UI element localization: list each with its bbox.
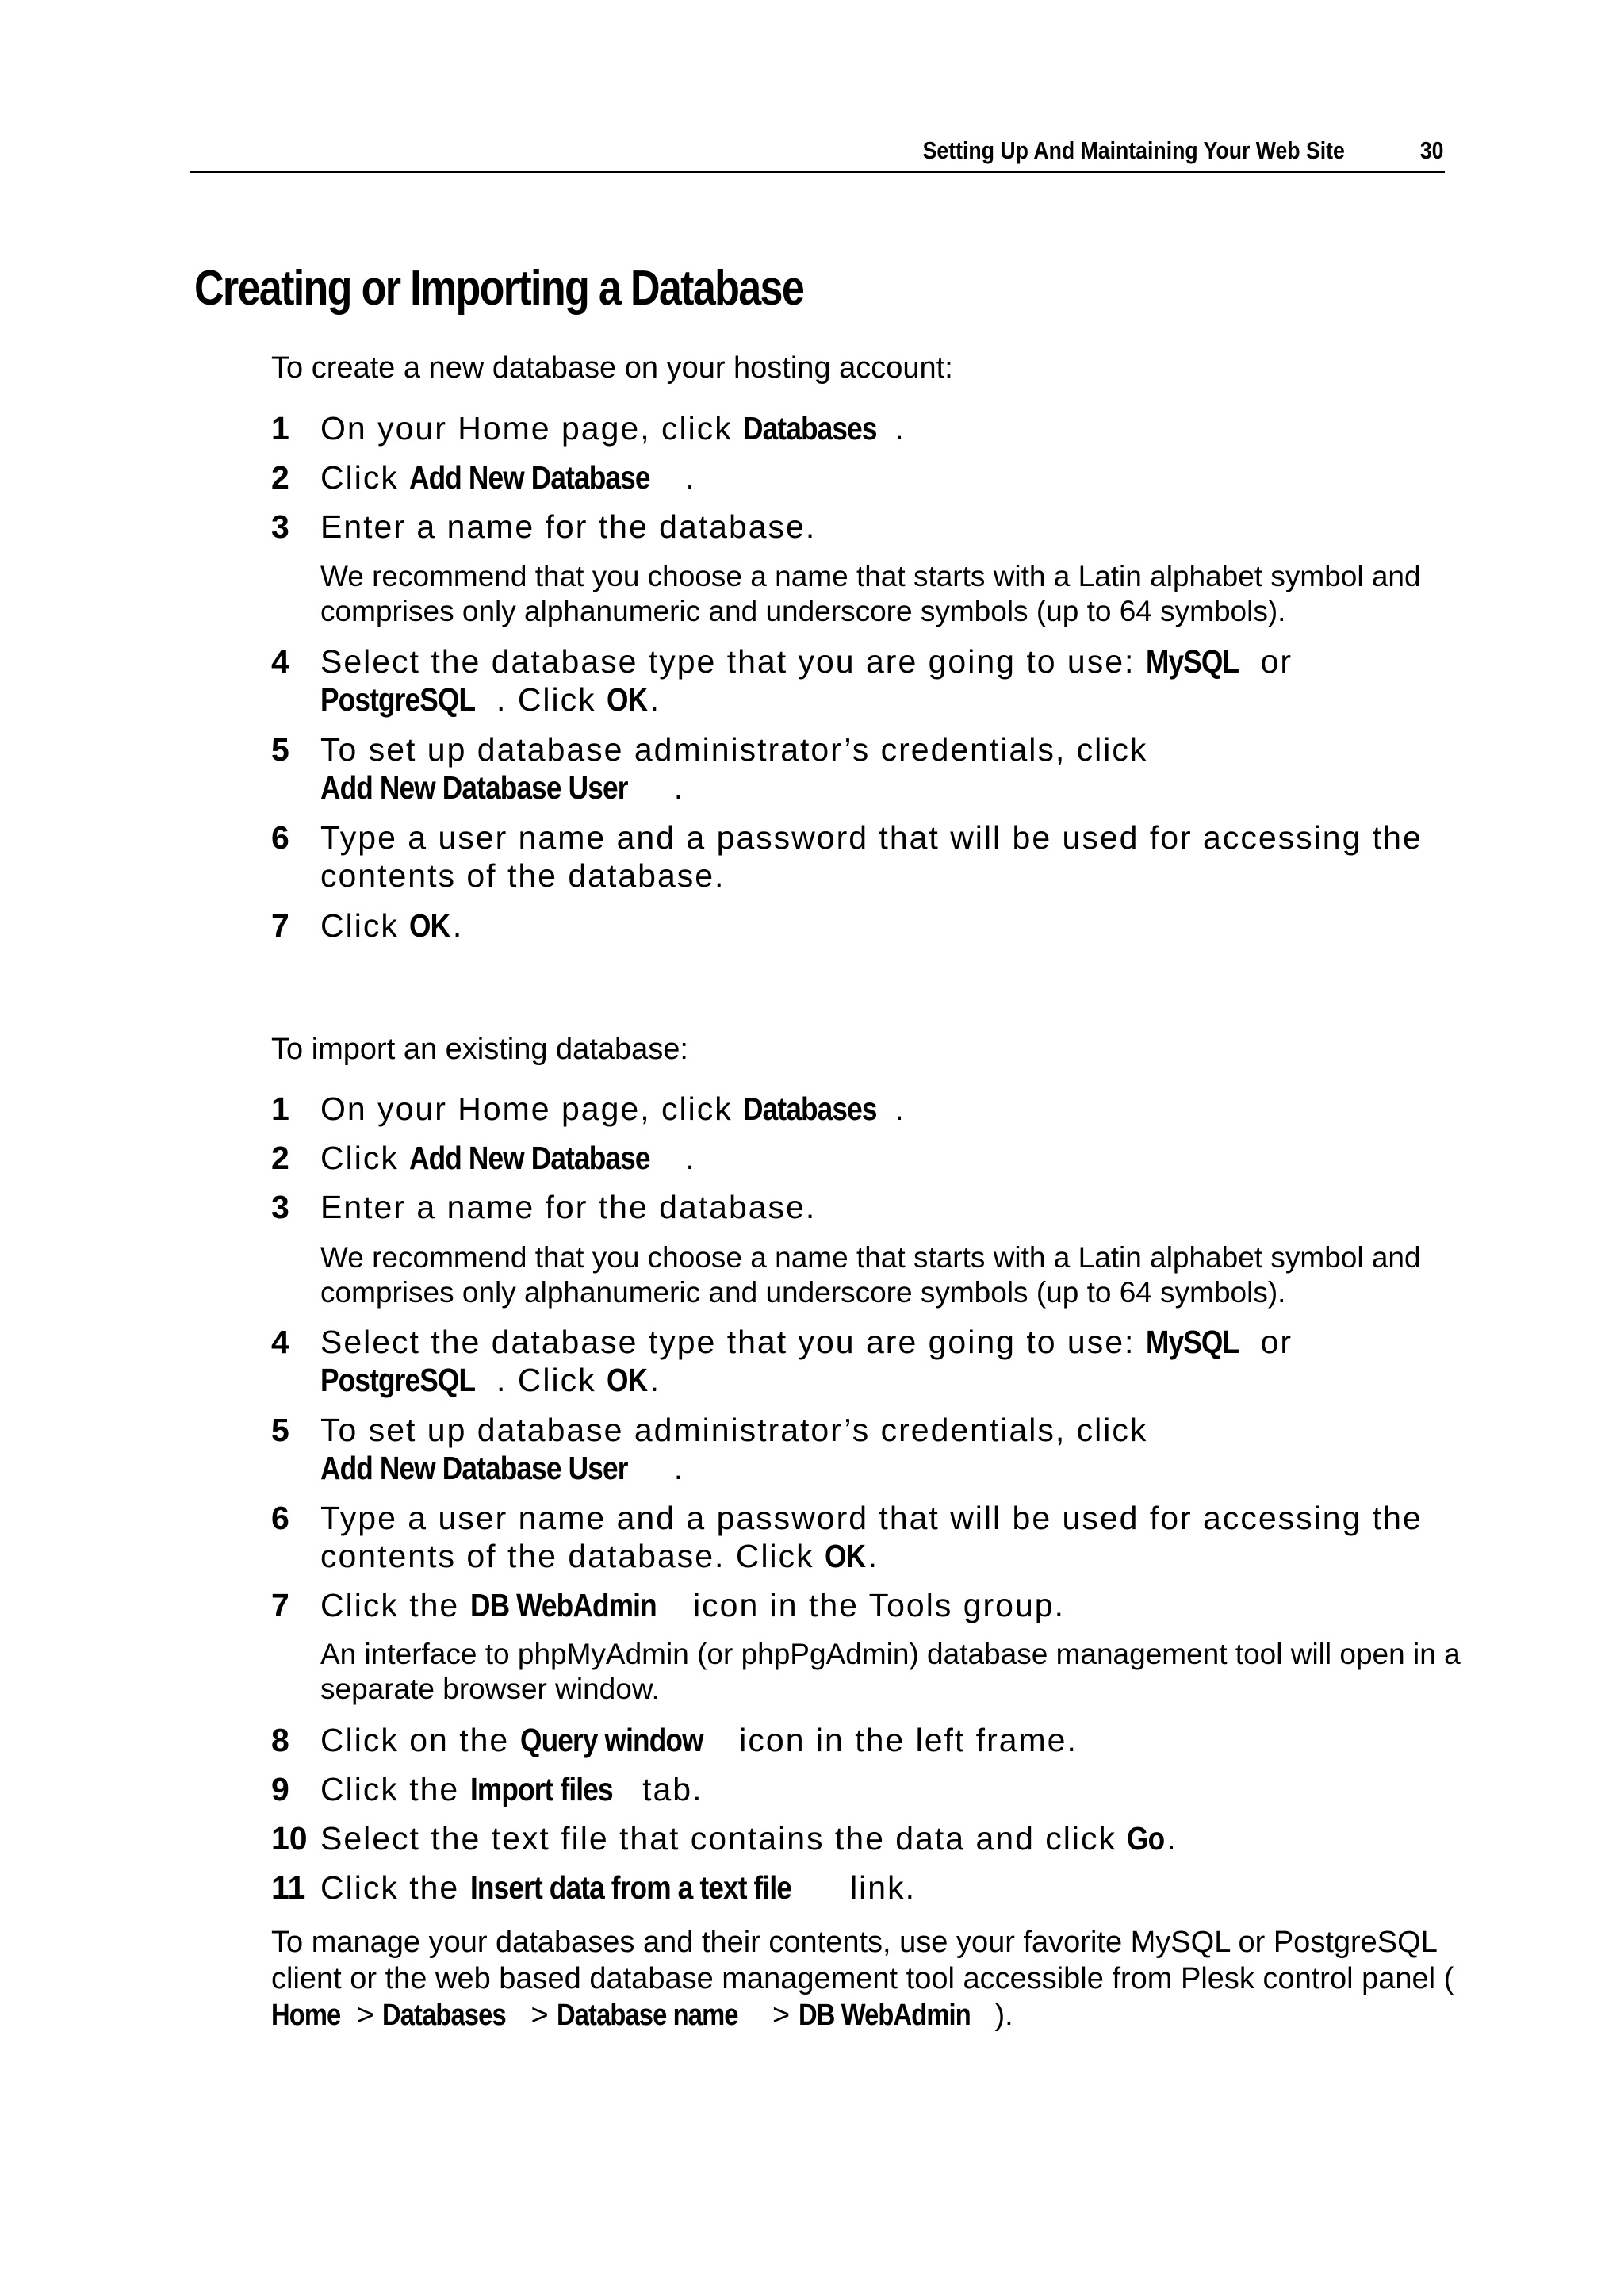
import-step-4: 4 Select the database type that you are going to use: MySQL or PostgreSQL . Click OK.: [271, 1324, 1293, 1398]
ui-term: OK: [607, 681, 648, 718]
ui-term: Go: [1127, 1820, 1165, 1857]
ui-term: Home: [271, 1999, 341, 2032]
import-step-6: 6 Type a user name and a password that will be used for accessing the contents of the database. Click OK.: [271, 1500, 1423, 1574]
ui-term: Add New Database: [409, 1140, 650, 1176]
step-number: 7: [271, 1587, 289, 1623]
create-step-4: 4 Select the database type that you are going to use: MySQL or PostgreSQL . Click OK.: [271, 643, 1293, 718]
ui-term: Query window: [519, 1722, 703, 1758]
ui-term: Import files: [469, 1771, 613, 1807]
import-step-8: 8 Click on the Query window icon in the left frame.: [271, 1722, 1078, 1758]
ui-term: Databases: [743, 410, 877, 447]
create-step-1: 1 On your Home page, click Databases .: [271, 410, 906, 447]
create-intro: To create a new database on your hosting account:: [271, 351, 953, 385]
running-header: [190, 136, 1445, 173]
page-number: 30: [1419, 136, 1443, 164]
ui-term: OK: [409, 907, 450, 944]
import-step-9: 9 Click the Import files tab.: [271, 1771, 703, 1807]
create-step-3: 3 Enter a name for the database.: [271, 508, 817, 545]
ui-term: Insert data from a text file: [469, 1869, 791, 1906]
ui-term: Database name: [557, 1999, 738, 2032]
section-title: Creating or Importing a Database: [194, 261, 804, 316]
ui-term: MySQL: [1145, 1324, 1239, 1360]
step-number: 5: [271, 1412, 289, 1448]
import-step-5: 5 To set up database administrator’s credentials, click Add New Database User .: [271, 1412, 1148, 1486]
ui-term: Add New Database: [409, 459, 650, 496]
ui-term: OK: [607, 1362, 648, 1398]
import-step-10: 10 Select the text file that contains the data and click Go.: [271, 1820, 1178, 1857]
ui-term: Add New Database User: [320, 769, 628, 806]
step-number: 6: [271, 819, 289, 856]
ui-term: PostgreSQL: [320, 681, 476, 718]
step-number: 2: [271, 459, 289, 496]
ui-term: Databases: [743, 1091, 877, 1127]
create-step-5: 5 To set up database administrator’s credentials, click Add New Database User .: [271, 731, 1148, 806]
import-step-2: 2 Click Add New Database .: [271, 1140, 696, 1176]
ui-term: DB WebAdmin: [798, 1999, 971, 2032]
step-number: 7: [271, 907, 289, 944]
step-number: 1: [271, 410, 289, 447]
ui-term: OK: [825, 1538, 866, 1574]
step-number: 1: [271, 1091, 289, 1127]
step-number: 3: [271, 508, 289, 545]
create-step-3-note: We recommend that you choose a name that starts with a Latin alphabet symbol and comprises only alphanumeric and underscore symbols (up to 64 symbols).: [320, 560, 1421, 627]
import-step-7-note: An interface to phpMyAdmin (or phpPgAdmin) database management tool will open in a separate browser window.: [320, 1638, 1461, 1705]
import-step-1: 1 On your Home page, click Databases .: [271, 1091, 906, 1127]
step-number: 11: [271, 1869, 306, 1906]
import-step-3-note: We recommend that you choose a name that starts with a Latin alphabet symbol and comprises only alphanumeric and underscore symbols (up to 64 symbols).: [320, 1241, 1421, 1309]
import-step-7: 7 Click the DB WebAdmin icon in the Tools group.: [271, 1587, 1065, 1623]
step-number: 3: [271, 1189, 289, 1225]
step-number: 6: [271, 1500, 289, 1536]
create-step-2: 2 Click Add New Database .: [271, 459, 696, 496]
step-number: 2: [271, 1140, 289, 1176]
import-intro: To import an existing database:: [271, 1033, 688, 1066]
ui-term: MySQL: [1145, 643, 1239, 680]
step-number: 9: [271, 1771, 289, 1807]
create-step-6: 6 Type a user name and a password that will be used for accessing the contents of the database.: [271, 819, 1423, 894]
ui-term: DB WebAdmin: [469, 1587, 657, 1623]
step-number: 4: [271, 1324, 289, 1360]
closing-paragraph: To manage your databases and their contents, use your favorite MySQL or PostgreSQL client or the web based database management tool accessible from Plesk control panel (Home > Databases > Database name > DB WebAdmin ).: [271, 1926, 1454, 2032]
create-step-7: 7 Click OK.: [271, 907, 464, 944]
step-number: 4: [271, 643, 289, 680]
step-number: 5: [271, 731, 289, 768]
import-step-11: 11 Click the Insert data from a text file link.: [271, 1869, 916, 1906]
header-title: Setting Up And Maintaining Your Web Site: [922, 136, 1345, 164]
step-number: 10: [271, 1820, 308, 1857]
ui-term: Add New Database User: [320, 1450, 628, 1486]
import-step-3: 3 Enter a name for the database.: [271, 1189, 817, 1225]
step-number: 8: [271, 1722, 289, 1758]
ui-term: PostgreSQL: [320, 1362, 476, 1398]
ui-term: Databases: [382, 1999, 507, 2032]
